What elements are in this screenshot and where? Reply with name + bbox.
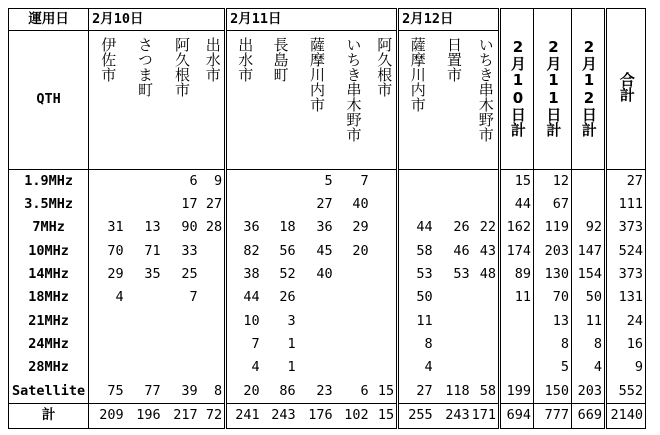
city-header: 伊佐市 [89, 31, 126, 170]
qso-cell [335, 263, 371, 286]
day-total-cell: 162 [500, 217, 534, 240]
qso-cell: 13 [144, 219, 161, 236]
sum-cell: 243 [262, 403, 298, 428]
qso-cell: 8 [214, 382, 223, 399]
qso-cell: 36 [316, 219, 333, 236]
qso-cell [89, 310, 126, 333]
day-total-cell: 50 [572, 286, 606, 309]
qso-cell [126, 170, 163, 194]
qso-cell [371, 170, 398, 194]
band-label: 18MHz [9, 286, 89, 309]
table-row [9, 217, 646, 240]
grand-total-cell: 373 [606, 217, 646, 240]
sum-cell: 243 [435, 403, 472, 428]
qso-cell [371, 217, 398, 240]
city-header: 出水市 [226, 31, 262, 170]
sum-cell: 196 [126, 403, 163, 428]
qso-cell [472, 310, 500, 333]
city-header: いちき串木野市 [472, 31, 500, 170]
sum-cell: 171 [472, 403, 500, 428]
qso-cell [163, 310, 200, 333]
qso-cell: 33 [181, 242, 198, 259]
day-total-cell [500, 356, 534, 379]
qso-cell: 53 [453, 266, 470, 283]
qso-cell [435, 170, 472, 194]
qso-cell [435, 310, 472, 333]
qso-cell: 8 [398, 333, 435, 356]
qso-cell: 25 [181, 266, 198, 283]
qso-cell [335, 310, 371, 333]
sum-day-total: 669 [572, 403, 606, 428]
grand-total-cell: 111 [606, 193, 646, 216]
qso-cell: 15 [377, 382, 395, 399]
band-label: 7MHz [9, 217, 89, 240]
qso-cell: 40 [352, 196, 369, 213]
day-total-cell: 5 [534, 356, 572, 379]
grand-total-cell: 552 [606, 380, 646, 404]
qso-cell [371, 240, 398, 263]
qso-cell: 26 [453, 219, 470, 236]
qso-cell: 45 [316, 242, 333, 259]
qso-cell [371, 310, 398, 333]
qso-cell [89, 170, 126, 194]
city-header: 薩摩川内市 [298, 31, 335, 170]
day-total-cell: 203 [534, 240, 572, 263]
table-row [9, 193, 646, 216]
qso-cell [163, 356, 200, 379]
qso-cell [126, 356, 163, 379]
qso-cell [371, 286, 398, 309]
qso-cell [226, 170, 262, 194]
sum-day-total: 694 [500, 403, 534, 428]
qso-cell: 20 [226, 380, 262, 404]
qso-cell: 7 [189, 289, 198, 306]
qso-cell [371, 333, 398, 356]
qso-cell: 35 [144, 266, 161, 283]
day-total-cell: 44 [500, 193, 534, 216]
qso-cell [335, 286, 371, 309]
qso-cell: 29 [352, 219, 369, 236]
qso-cell: 3 [287, 312, 296, 329]
day-total-cell: 89 [500, 263, 534, 286]
qso-cell [89, 333, 126, 356]
sum-day-total: 777 [534, 403, 572, 428]
qso-cell [262, 193, 298, 216]
city-header: 薩摩川内市 [398, 31, 435, 170]
qso-cell: 22 [479, 219, 497, 236]
city-header: 長島町 [262, 31, 298, 170]
date-header-1: 2月11日 [226, 9, 398, 31]
day-total-cell: 154 [572, 263, 606, 286]
table-row [9, 286, 646, 309]
qso-cell: 40 [316, 266, 333, 283]
table-row [9, 310, 646, 333]
band-label: 1.9MHz [9, 170, 89, 194]
city-header: 日置市 [435, 31, 472, 170]
qso-cell: 118 [445, 382, 470, 399]
qso-cell: 77 [144, 382, 161, 399]
day-total-header-1: 2月11日計 [534, 9, 572, 170]
sum-cell: 176 [298, 403, 335, 428]
day-total-cell: 67 [534, 193, 572, 216]
qso-cell [126, 286, 163, 309]
sum-cell: 15 [371, 403, 398, 428]
qso-cell: 38 [226, 263, 262, 286]
day-total-cell [572, 193, 606, 216]
sum-grand-total: 2140 [606, 403, 646, 428]
grand-total-cell: 16 [606, 333, 646, 356]
qso-cell: 52 [279, 266, 296, 283]
qso-cell: 70 [89, 240, 126, 263]
qso-cell: 28 [205, 219, 223, 236]
qso-cell [398, 170, 435, 194]
city-header: さつま町 [126, 31, 163, 170]
day-total-cell: 92 [572, 217, 606, 240]
band-label: 14MHz [9, 263, 89, 286]
qso-cell: 46 [453, 242, 470, 259]
qso-cell: 58 [398, 240, 435, 263]
qso-cell: 9 [214, 172, 223, 189]
qso-cell: 23 [316, 382, 333, 399]
qso-cell: 31 [89, 217, 126, 240]
qso-cell [371, 356, 398, 379]
sum-cell: 255 [398, 403, 435, 428]
day-total-cell: 11 [500, 286, 534, 309]
sum-cell: 241 [226, 403, 262, 428]
qso-cell: 7 [226, 333, 262, 356]
qso-cell [200, 310, 226, 333]
qso-cell [472, 286, 500, 309]
qso-cell: 56 [279, 242, 296, 259]
qso-cell: 48 [479, 266, 497, 283]
qso-cell: 39 [181, 382, 198, 399]
qso-cell [298, 356, 335, 379]
day-total-cell: 174 [500, 240, 534, 263]
sum-cell: 209 [89, 403, 126, 428]
grand-total-cell: 9 [606, 356, 646, 379]
qso-cell [200, 240, 226, 263]
day-total-cell: 8 [534, 333, 572, 356]
qso-cell [472, 170, 500, 194]
qso-cell: 43 [479, 242, 497, 259]
day-total-cell: 15 [500, 170, 534, 194]
qso-cell [371, 193, 398, 216]
day-total-cell: 203 [572, 380, 606, 404]
qso-cell: 10 [226, 310, 262, 333]
qso-cell: 71 [144, 242, 161, 259]
band-label: 28MHz [9, 356, 89, 379]
qso-cell [435, 286, 472, 309]
qso-cell [89, 356, 126, 379]
day-total-cell: 130 [534, 263, 572, 286]
qso-cell: 90 [181, 219, 198, 236]
grand-total-cell: 373 [606, 263, 646, 286]
table-row [9, 333, 646, 356]
qso-cell: 50 [398, 286, 435, 309]
qso-cell [472, 333, 500, 356]
band-label: 3.5MHz [9, 193, 89, 216]
grand-total-header: 合計 [606, 9, 646, 170]
qso-cell: 17 [181, 196, 198, 213]
qso-cell: 4 [89, 286, 126, 309]
qso-cell [298, 286, 335, 309]
qso-cell [398, 193, 435, 216]
day-total-cell: 119 [534, 217, 572, 240]
qso-cell [472, 356, 500, 379]
day-total-cell [572, 170, 606, 194]
qso-cell [126, 333, 163, 356]
qso-cell: 44 [398, 217, 435, 240]
qso-cell [298, 310, 335, 333]
day-total-cell: 11 [572, 310, 606, 333]
sum-row-label: 計 [9, 403, 89, 428]
qso-table [8, 8, 646, 429]
sum-cell: 217 [163, 403, 200, 428]
qso-cell [262, 170, 298, 194]
date-header-2: 2月12日 [398, 9, 500, 31]
corner-label: 運用日 [9, 9, 89, 31]
city-header: 阿久根市 [163, 31, 200, 170]
qso-cell: 1 [287, 335, 296, 352]
qso-cell [89, 193, 126, 216]
band-label: Satellite [9, 380, 89, 404]
qso-cell: 4 [226, 356, 262, 379]
day-total-cell: 199 [500, 380, 534, 404]
table-row [9, 263, 646, 286]
qso-cell [200, 356, 226, 379]
qso-cell: 86 [279, 382, 296, 399]
city-header: 阿久根市 [371, 31, 398, 170]
qso-cell [298, 333, 335, 356]
qso-cell [200, 286, 226, 309]
city-header: 出水市 [200, 31, 226, 170]
qso-cell: 6 [189, 172, 198, 189]
qso-cell: 29 [89, 263, 126, 286]
day-total-cell: 70 [534, 286, 572, 309]
band-label: 21MHz [9, 310, 89, 333]
qso-cell [335, 333, 371, 356]
qso-cell: 27 [398, 380, 435, 404]
day-total-cell: 147 [572, 240, 606, 263]
table-row [9, 240, 646, 263]
qso-cell [200, 333, 226, 356]
sum-cell: 102 [335, 403, 371, 428]
qso-cell [126, 310, 163, 333]
grand-total-cell: 131 [606, 286, 646, 309]
table-row [9, 356, 646, 379]
table-row [9, 170, 646, 194]
qso-cell [435, 356, 472, 379]
qso-cell [200, 263, 226, 286]
qso-cell: 20 [352, 242, 369, 259]
qso-cell [335, 356, 371, 379]
qso-cell [163, 333, 200, 356]
qso-cell: 44 [226, 286, 262, 309]
band-label: 24MHz [9, 333, 89, 356]
qso-cell: 82 [226, 240, 262, 263]
qso-cell: 53 [398, 263, 435, 286]
qso-cell [472, 193, 500, 216]
band-label: 10MHz [9, 240, 89, 263]
qso-cell [435, 193, 472, 216]
qso-cell: 75 [89, 380, 126, 404]
grand-total-cell: 27 [606, 170, 646, 194]
qso-cell: 36 [226, 217, 262, 240]
day-total-cell: 8 [572, 333, 606, 356]
qso-cell: 58 [479, 382, 497, 399]
qth-label: QTH [9, 31, 89, 170]
qso-cell: 27 [205, 196, 223, 213]
sum-cell: 72 [200, 403, 226, 428]
day-total-cell: 150 [534, 380, 572, 404]
qso-cell [226, 193, 262, 216]
qso-cell: 5 [324, 172, 333, 189]
qso-cell: 4 [398, 356, 435, 379]
qso-cell: 26 [279, 289, 296, 306]
qso-cell [371, 263, 398, 286]
date-header-0: 2月10日 [89, 9, 226, 31]
grand-total-cell: 524 [606, 240, 646, 263]
qso-cell: 7 [360, 172, 369, 189]
day-total-header-0: 2月10日計 [500, 9, 534, 170]
qso-cell: 27 [316, 196, 333, 213]
qso-cell: 18 [279, 219, 296, 236]
qso-cell: 1 [287, 359, 296, 376]
day-total-cell: 12 [534, 170, 572, 194]
qso-cell: 6 [360, 382, 369, 399]
qso-cell: 11 [398, 310, 435, 333]
day-total-header-2: 2月12日計 [572, 9, 606, 170]
day-total-cell: 13 [534, 310, 572, 333]
day-total-cell [500, 310, 534, 333]
city-header: いちき串木野市 [335, 31, 371, 170]
table-row [9, 380, 646, 404]
qso-cell [435, 333, 472, 356]
grand-total-cell: 24 [606, 310, 646, 333]
day-total-cell [500, 333, 534, 356]
day-total-cell: 4 [572, 356, 606, 379]
qso-cell [126, 193, 163, 216]
